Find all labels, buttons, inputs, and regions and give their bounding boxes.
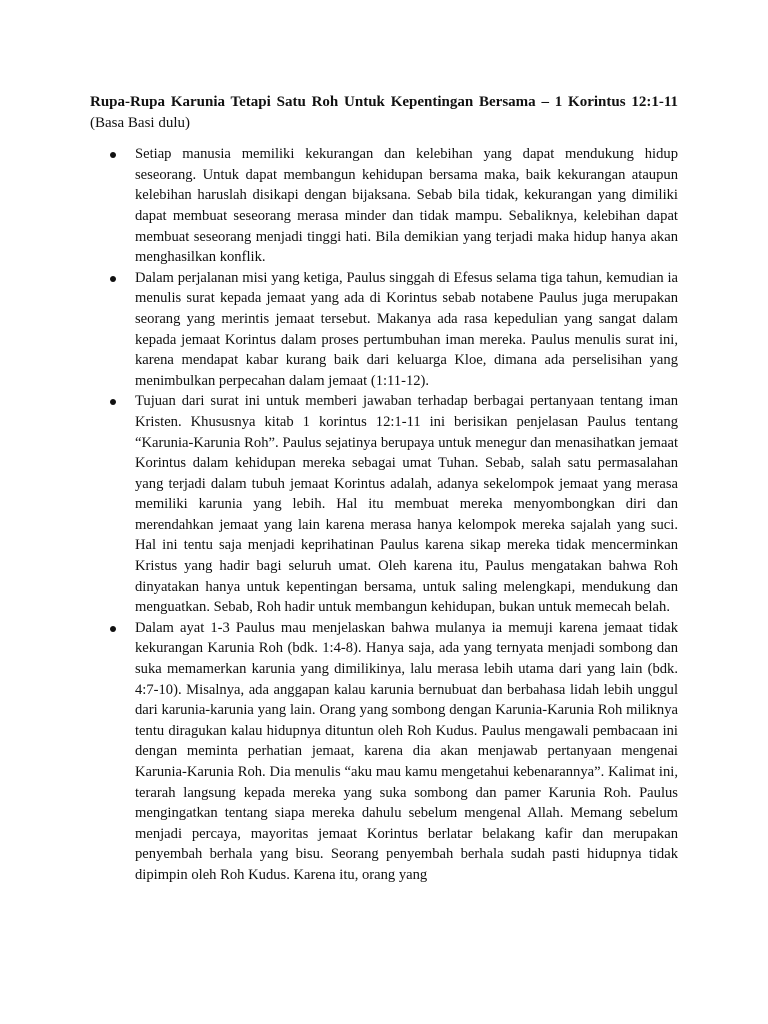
bullet-item [90,391,678,618]
document-subtitle: (Basa Basi dulu) [90,114,190,131]
bullet-item [90,144,678,268]
bullet-text: Dalam ayat 1-3 Paulus mau menjelaskan bahwa mulanya ia memuji karena jemaat tidak kekurangan Karunia Roh (bdk. 1:4-8). Hanya saja, ada yang ternyata menjadi sombong dan suka memamerkan karunia yang dimilikinya, lalu merasa lebih utama dari yang lain (bdk. 4:7-10). Misalnya, ada anggapan kalau karunia bernubuat dan berbahasa lidah lebih unggul dari karunia-karunia yang lain. Orang yang sombong dengan Karunia-Karunia Roh miliknya tentu diragukan kalau hidupnya dituntun oleh Roh Kudus. Paulus mengawali pembacaan ini dengan meminta perhatian jemaat, karena dia akan menjawab pertanyaan mengenai Karunia-Karunia Roh. Dia menulis “aku mau kamu mengetahui kebenarannya”. Kalimat ini, terarah langsung kepada mereka yang suka sombong dan pamer Karunia Roh. Paulus mengingatkan tentang siapa mereka dahulu sebelum mengenal Allah. Memang sebelum menjadi percaya, mayoritas jemaat Korintus berlatar belakang kafir dan merupakan penyembah berhala yang bisu. Seorang penyembah berhala sudah pasti hidupnya tidak dipimpin oleh Roh Kudus. Karena itu, orang yang [135,619,678,883]
document-page [90,92,678,886]
bullet-icon [110,152,116,158]
bullet-text: Tujuan dari surat ini untuk memberi jawaban terhadap berbagai pertanyaan tentang iman Kristen. Khususnya kitab 1 korintus 12:1-11 ini berisikan penjelasan Paulus tentang “Karunia-Karunia Roh”. Paulus sejatinya berupaya untuk menegur dan menasihatkan jemaat Korintus dalam kehidupan mereka sebagai umat Tuhan. Sebab, salah satu permasalahan yang terjadi dalam tubuh jemaat Korintus adalah, adanya sekelompok jemaat yang merasa memiliki karunia yang lebih. Hal itu membuat mereka menyombongkan diri dan merendahkan jemaat yang lain karena merasa hanya kelompok mereka sajalah yang suci. Hal ini tentu saja menjadi keprihatinan Paulus karena sikap mereka tidak mencerminkan Kristus yang hadir bagi seluruh umat. Oleh karena itu, Paulus mengatakan bahwa Roh dinyatakan hanya untuk kepentingan bersama, untuk saling melengkapi, mendukung dan menguatkan. Sebab, Roh hadir untuk membangun kehidupan, bukan untuk memecah belah. [135,393,678,616]
bullet-text: Setiap manusia memiliki kekurangan dan kelebihan yang dapat mendukung hidup seseorang. Untuk dapat membangun kehidupan bersama maka, baik kekurangan ataupun kelebihan haruslah disikapi dengan bijaksana. Sebab bila tidak, kekurangan yang dimiliki dapat membuat seseorang merasa minder dan tidak mampu. Sebaliknya, kelebihan dapat membuat seseorang menjadi tinggi hati. Bila demikian yang terjadi maka hidup hanya akan menghasilkan konflik. [135,146,678,266]
bullet-icon [110,626,116,632]
bullet-item [90,618,678,886]
bullet-list [90,144,678,885]
document-title: Rupa-Rupa Karunia Tetapi Satu Roh Untuk Kepentingan Bersama – 1 Korintus 12:1-11 [90,94,678,110]
bullet-text: Dalam perjalanan misi yang ketiga, Paulus singgah di Efesus selama tiga tahun, kemudian ia menulis surat kepada jemaat yang ada di Korintus sebab notabene Paulus juga merupakan seorang yang merintis jemaat tersebut. Makanya ada rasa kepedulian yang sangat dalam kepada jemaat Korintus dalam proses pertumbuhan iman mereka. Paulus menulis surat ini, karena mendapat kabar kurang baik dari keluarga Kloe, dimana ada perselisihan yang menimbulkan perpecahan dalam jemaat (1:11-12). [135,269,678,389]
bullet-icon [110,276,116,282]
bullet-item [90,268,678,392]
bullet-icon [110,399,116,405]
